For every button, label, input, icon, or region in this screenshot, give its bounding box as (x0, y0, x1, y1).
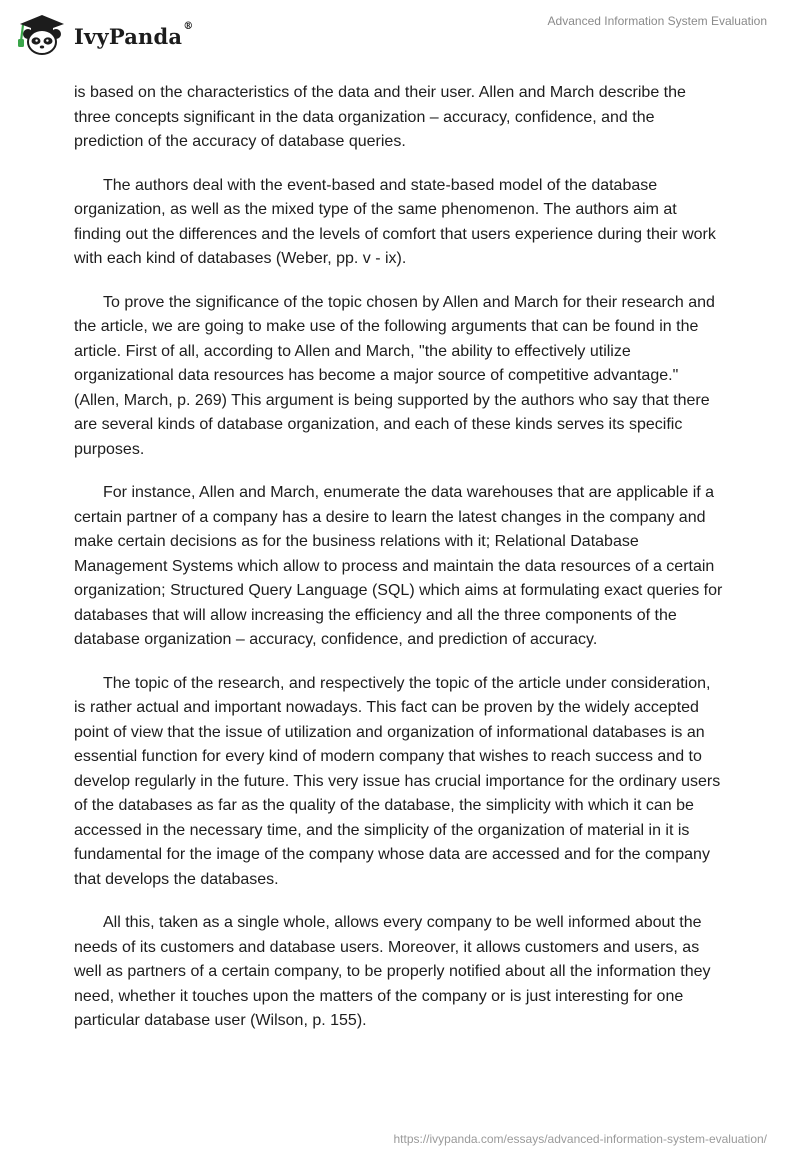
page-header (0, 0, 800, 70)
document-title: Advanced Information System Evaluation (547, 14, 767, 28)
source-url[interactable]: https://ivypanda.com/essays/advanced-information-system-evaluation/ (393, 1132, 767, 1146)
paragraph-2: The authors deal with the event-based and state-based model of the database organization, as well as the mixed type of the same phenomenon. The authors aim at finding out the differences and the levels of comfort that users experience during their work with each kind of databases (Weber, pp. v - ix). (74, 176, 716, 267)
panda-graduate-icon (14, 12, 68, 56)
paragraph-1: is based on the characteristics of the data and their user. Allen and March describe the three concepts significant in the data organization – accuracy, confidence, and the prediction of the accuracy of database queries. (74, 84, 686, 150)
essay-body (74, 81, 724, 1053)
ivypanda-logo[interactable] (14, 12, 193, 56)
paragraph-5: The topic of the research, and respectively the topic of the article under consideration, is rather actual and important nowadays. This fact can be proven by the widely accepted point of view that the issue of utilization and organization of informational databases is an essential function for every kind of modern company that wishes to reach success and to develop regularly in the future. This very issue has crucial importance for the ordinary users of the databases as far as the quality of the database, the simplicity with which it can be accessed in the necessary time, and the simplicity of the organization of material in it is fundamental for the image of the company whose data are accessed and for the company that develops the databases. (74, 674, 721, 888)
paragraph-3: To prove the significance of the topic chosen by Allen and March for their research and the article, we are going to make use of the following arguments that can be found in the article. First of all, according to Allen and March, "the ability to effectively utilize organizational data resources has become a major source of competitive advantage." (Allen, March, p. 269) This argument is being supported by the authors who say that there are several kinds of database organization, and each of these kinds serves its specific purposes. (74, 293, 715, 458)
paragraph-6: All this, taken as a single whole, allows every company to be well informed about the needs of its customers and database users. Moreover, it allows customers and users, as well as partners of a certain company, to be properly notified about all the information they need, whether it touches upon the matters of the company or is just interesting for one particular database user (Wilson, p. 155). (74, 914, 711, 1029)
brand-name: IvyPanda® (74, 20, 194, 49)
paragraph-4: For instance, Allen and March, enumerate the data warehouses that are applicable if a certain partner of a company has a desire to learn the latest changes in the company and make certain decisions as for the business relations with it; Relational Database Management Systems which allow to process and maintain the data resources of a certain organization; Structured Query Language (SQL) which aims at formulating exact queries for databases that will allow increasing the efficiency and all the three components of the database organization – accuracy, confidence, and prediction of accuracy. (74, 484, 723, 648)
registered-mark: ® (183, 20, 194, 32)
